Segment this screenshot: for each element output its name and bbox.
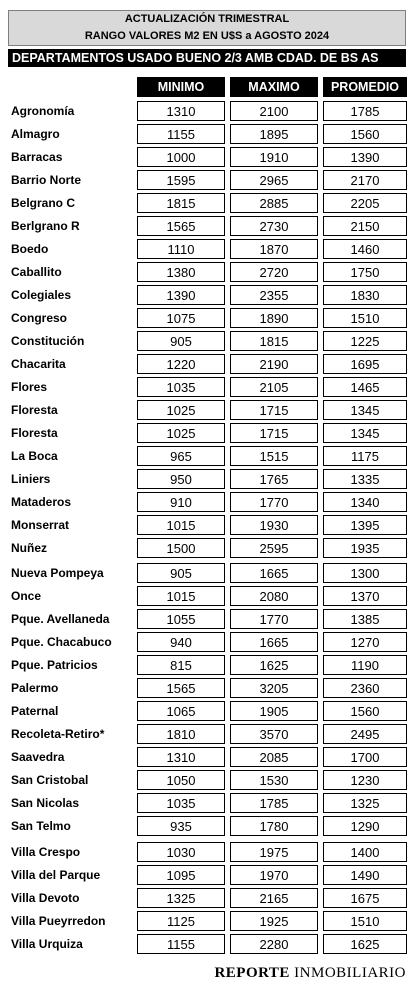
cell-maximo: 1925 [230,911,318,931]
cell-promedio: 1190 [323,655,407,675]
neighborhood-label: Agronomía [11,104,75,118]
table-row [0,747,416,767]
cell-maximo: 2720 [230,262,318,282]
table-row [0,701,416,721]
table-row [0,515,416,535]
cell-minimo: 950 [137,469,225,489]
cell-promedio: 1400 [323,842,407,862]
cell-maximo: 3570 [230,724,318,744]
cell-maximo: 2080 [230,586,318,606]
neighborhood-label: Pque. Patricios [11,658,98,672]
cell-maximo: 1665 [230,632,318,652]
table-row [0,331,416,351]
cell-promedio: 1625 [323,934,407,954]
cell-promedio: 1385 [323,609,407,629]
cell-minimo: 1595 [137,170,225,190]
cell-minimo: 1565 [137,678,225,698]
cell-minimo: 910 [137,492,225,512]
neighborhood-label: Chacarita [11,357,66,371]
column-header-maximo: MAXIMO [230,77,318,97]
cell-maximo: 1785 [230,793,318,813]
neighborhood-label: Saavedra [11,750,65,764]
table-row [0,377,416,397]
header-box [8,10,406,46]
cell-minimo: 965 [137,446,225,466]
neighborhood-label: Villa Crespo [11,845,81,859]
cell-maximo: 1665 [230,563,318,583]
cell-minimo: 1030 [137,842,225,862]
cell-minimo: 940 [137,632,225,652]
table-row [0,793,416,813]
neighborhood-label: Belgrano C [11,196,76,210]
cell-minimo: 1310 [137,747,225,767]
cell-maximo: 1625 [230,655,318,675]
cell-promedio: 1460 [323,239,407,259]
cell-promedio: 2495 [323,724,407,744]
cell-promedio: 2360 [323,678,407,698]
table-row [0,563,416,583]
cell-maximo: 1910 [230,147,318,167]
cell-promedio: 1345 [323,400,407,420]
table-row [0,446,416,466]
cell-maximo: 1870 [230,239,318,259]
table-row [0,492,416,512]
cell-promedio: 1395 [323,515,407,535]
neighborhood-label: Once [11,589,42,603]
table-row [0,632,416,652]
cell-maximo: 1815 [230,331,318,351]
neighborhood-label: Recoleta-Retiro* [11,727,105,741]
cell-promedio: 1510 [323,911,407,931]
cell-promedio: 1560 [323,701,407,721]
cell-promedio: 1340 [323,492,407,512]
cell-minimo: 1220 [137,354,225,374]
cell-minimo: 1095 [137,865,225,885]
cell-maximo: 2885 [230,193,318,213]
cell-maximo: 2165 [230,888,318,908]
table-row [0,609,416,629]
neighborhood-label: Pque. Avellaneda [11,612,110,626]
cell-minimo: 1035 [137,377,225,397]
neighborhood-label: Villa del Parque [11,868,101,882]
cell-promedio: 1290 [323,816,407,836]
neighborhood-label: Colegiales [11,288,72,302]
cell-maximo: 3205 [230,678,318,698]
cell-promedio: 1490 [323,865,407,885]
neighborhood-label: Barracas [11,150,63,164]
cell-maximo: 1770 [230,492,318,512]
cell-minimo: 1000 [137,147,225,167]
neighborhood-label: Monserrat [11,518,70,532]
table-row [0,423,416,443]
cell-promedio: 1270 [323,632,407,652]
table-row [0,911,416,931]
cell-minimo: 1065 [137,701,225,721]
cell-maximo: 1715 [230,400,318,420]
table-row [0,239,416,259]
table-row [0,655,416,675]
neighborhood-label: Boedo [11,242,49,256]
neighborhood-label: Nueva Pompeya [11,566,104,580]
cell-minimo: 1025 [137,400,225,420]
neighborhood-label: San Cristobal [11,773,89,787]
cell-maximo: 1765 [230,469,318,489]
table-row [0,308,416,328]
neighborhood-label: Congreso [11,311,68,325]
cell-promedio: 1390 [323,147,407,167]
neighborhood-label: San Nicolas [11,796,80,810]
cell-minimo: 1565 [137,216,225,236]
cell-minimo: 1380 [137,262,225,282]
column-header-promedio: PROMEDIO [323,77,407,97]
table-row [0,816,416,836]
cell-maximo: 2730 [230,216,318,236]
cell-minimo: 905 [137,331,225,351]
neighborhood-label: Flores [11,380,48,394]
cell-minimo: 1815 [137,193,225,213]
neighborhood-label: La Boca [11,449,58,463]
cell-promedio: 1230 [323,770,407,790]
neighborhood-label: Villa Urquiza [11,937,83,951]
table-row [0,170,416,190]
table-row [0,400,416,420]
table-subtitle: DEPARTAMENTOS USADO BUENO 2/3 AMB CDAD. DE BS AS [8,49,406,67]
neighborhood-label: Caballito [11,265,62,279]
header-subtitle: RANGO VALORES M2 EN U$S a AGOSTO 2024 [84,30,330,42]
cell-promedio: 1325 [323,793,407,813]
cell-maximo: 1905 [230,701,318,721]
cell-promedio: 1935 [323,538,407,558]
cell-minimo: 1310 [137,101,225,121]
cell-maximo: 1770 [230,609,318,629]
cell-promedio: 1225 [323,331,407,351]
neighborhood-label: Almagro [11,127,60,141]
table-row [0,842,416,862]
cell-maximo: 2595 [230,538,318,558]
table-row [0,934,416,954]
table-row [0,147,416,167]
table-row [0,124,416,144]
neighborhood-label: Paternal [11,704,59,718]
table-row [0,724,416,744]
cell-minimo: 1155 [137,124,225,144]
neighborhood-label: Mataderos [11,495,72,509]
table-row [0,216,416,236]
cell-maximo: 2190 [230,354,318,374]
cell-minimo: 1155 [137,934,225,954]
cell-promedio: 1510 [323,308,407,328]
cell-promedio: 1465 [323,377,407,397]
footer-brand [214,965,406,982]
table-row [0,888,416,908]
cell-maximo: 1530 [230,770,318,790]
table-row [0,101,416,121]
table-row [0,354,416,374]
cell-promedio: 1300 [323,563,407,583]
cell-promedio: 1335 [323,469,407,489]
cell-maximo: 1975 [230,842,318,862]
table-row [0,193,416,213]
neighborhood-label: Floresta [11,426,58,440]
neighborhood-label: Villa Devoto [11,891,80,905]
cell-maximo: 1930 [230,515,318,535]
cell-minimo: 1500 [137,538,225,558]
neighborhood-label: Floresta [11,403,58,417]
cell-promedio: 1750 [323,262,407,282]
cell-promedio: 1675 [323,888,407,908]
column-header-minimo: MINIMO [137,77,225,97]
cell-maximo: 2105 [230,377,318,397]
neighborhood-label: Pque. Chacabuco [11,635,112,649]
table-row [0,586,416,606]
cell-promedio: 2150 [323,216,407,236]
cell-promedio: 2205 [323,193,407,213]
cell-promedio: 2170 [323,170,407,190]
footer-brand-bold: REPORTE [214,965,290,981]
neighborhood-label: Nuñez [11,541,47,555]
cell-promedio: 1700 [323,747,407,767]
cell-minimo: 1325 [137,888,225,908]
cell-promedio: 1830 [323,285,407,305]
cell-minimo: 935 [137,816,225,836]
cell-maximo: 1515 [230,446,318,466]
cell-minimo: 1810 [137,724,225,744]
cell-minimo: 1035 [137,793,225,813]
cell-maximo: 1715 [230,423,318,443]
table-row [0,469,416,489]
cell-maximo: 2280 [230,934,318,954]
cell-maximo: 2355 [230,285,318,305]
cell-minimo: 1015 [137,586,225,606]
cell-maximo: 1970 [230,865,318,885]
neighborhood-label: San Telmo [11,819,71,833]
neighborhood-label: Constitución [11,334,85,348]
cell-minimo: 1055 [137,609,225,629]
table-row [0,285,416,305]
table-row [0,262,416,282]
cell-maximo: 1780 [230,816,318,836]
cell-maximo: 2085 [230,747,318,767]
cell-minimo: 1125 [137,911,225,931]
cell-promedio: 1370 [323,586,407,606]
cell-promedio: 1175 [323,446,407,466]
neighborhood-label: Berlgrano R [11,219,80,233]
cell-maximo: 1895 [230,124,318,144]
neighborhood-label: Liniers [11,472,51,486]
cell-minimo: 1390 [137,285,225,305]
cell-promedio: 1345 [323,423,407,443]
cell-minimo: 1050 [137,770,225,790]
cell-promedio: 1785 [323,101,407,121]
table-row [0,538,416,558]
cell-minimo: 1015 [137,515,225,535]
neighborhood-label: Villa Pueyrredon [11,914,106,928]
cell-minimo: 1025 [137,423,225,443]
cell-maximo: 2965 [230,170,318,190]
cell-minimo: 1110 [137,239,225,259]
cell-minimo: 905 [137,563,225,583]
footer-brand-normal: INMOBILIARIO [289,965,406,981]
cell-promedio: 1560 [323,124,407,144]
neighborhood-label: Palermo [11,681,59,695]
header-title: ACTUALIZACIÓN TRIMESTRAL [124,13,290,25]
cell-maximo: 1890 [230,308,318,328]
neighborhood-label: Barrio Norte [11,173,82,187]
cell-minimo: 815 [137,655,225,675]
cell-promedio: 1695 [323,354,407,374]
table-row [0,865,416,885]
table-row [0,770,416,790]
cell-maximo: 2100 [230,101,318,121]
cell-minimo: 1075 [137,308,225,328]
table-row [0,678,416,698]
